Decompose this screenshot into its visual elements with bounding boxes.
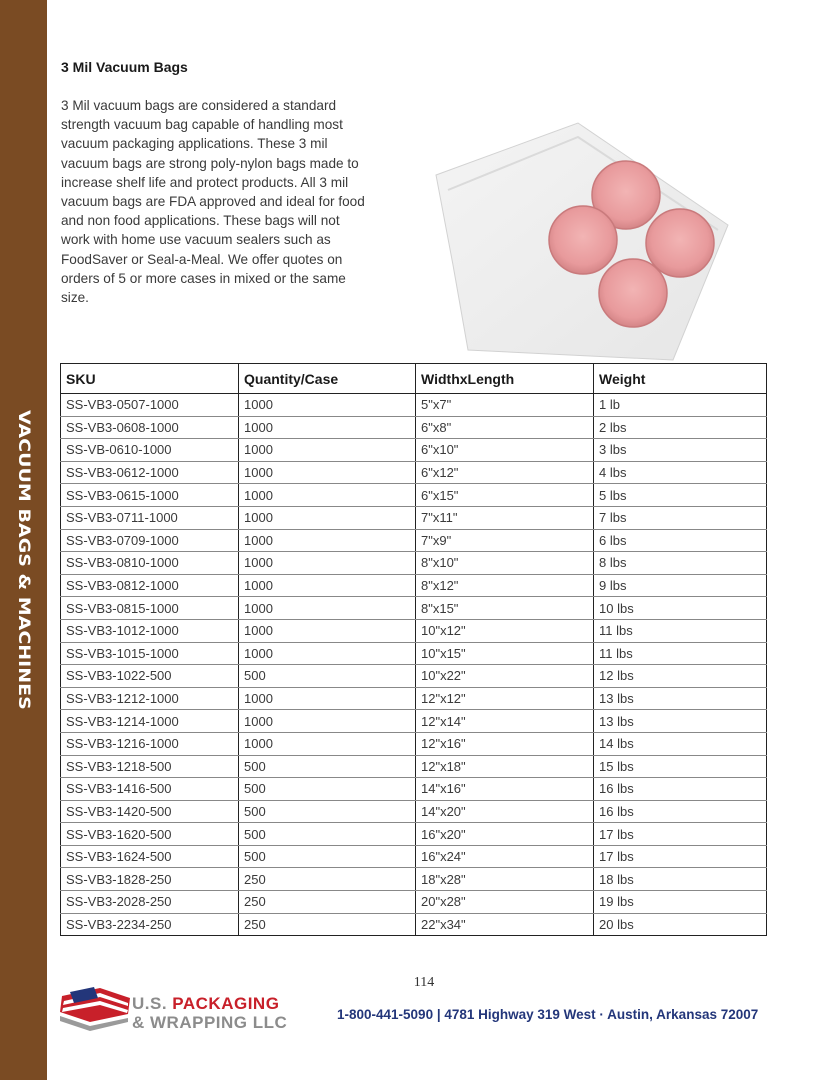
page-heading: 3 Mil Vacuum Bags (61, 59, 188, 75)
cell-size: 22"x34" (416, 913, 594, 936)
header-weight: Weight (594, 364, 767, 394)
cell-size: 7"x11" (416, 506, 594, 529)
cell-weight: 6 lbs (594, 529, 767, 552)
cell-quantity: 500 (239, 778, 416, 801)
cell-sku: SS-VB3-1416-500 (61, 778, 239, 801)
table-row (61, 461, 767, 484)
cell-quantity: 1000 (239, 687, 416, 710)
cell-quantity: 1000 (239, 439, 416, 462)
cell-quantity: 1000 (239, 529, 416, 552)
side-bar (0, 0, 47, 1080)
cell-sku: SS-VB3-0612-1000 (61, 461, 239, 484)
cell-size: 12"x14" (416, 710, 594, 733)
page-number: 114 (413, 975, 435, 990)
bag-spec-table (60, 363, 767, 936)
table-row (61, 506, 767, 529)
cell-sku: SS-VB-0610-1000 (61, 439, 239, 462)
cell-weight: 1 lb (594, 394, 767, 417)
cell-sku: SS-VB3-0711-1000 (61, 506, 239, 529)
cell-quantity: 1000 (239, 619, 416, 642)
cell-size: 6"x12" (416, 461, 594, 484)
cell-sku: SS-VB3-2028-250 (61, 891, 239, 914)
cell-size: 10"x12" (416, 619, 594, 642)
cell-quantity: 1000 (239, 506, 416, 529)
cell-size: 18"x28" (416, 868, 594, 891)
cell-quantity: 1000 (239, 597, 416, 620)
cell-quantity: 1000 (239, 574, 416, 597)
table-row (61, 755, 767, 778)
cell-weight: 15 lbs (594, 755, 767, 778)
cell-weight: 3 lbs (594, 439, 767, 462)
header-size: WidthxLength (416, 364, 594, 394)
cell-size: 8"x12" (416, 574, 594, 597)
cell-quantity: 1000 (239, 732, 416, 755)
table-row (61, 687, 767, 710)
cell-size: 14"x16" (416, 778, 594, 801)
table-header-row (61, 364, 767, 394)
cell-sku: SS-VB3-1216-1000 (61, 732, 239, 755)
product-photo (428, 115, 748, 365)
cell-sku: SS-VB3-1420-500 (61, 800, 239, 823)
cell-size: 10"x15" (416, 642, 594, 665)
table-row (61, 597, 767, 620)
cell-size: 6"x15" (416, 484, 594, 507)
table-row (61, 823, 767, 846)
cell-sku: SS-VB3-1015-1000 (61, 642, 239, 665)
cell-quantity: 500 (239, 665, 416, 688)
table-row (61, 552, 767, 575)
table-row (61, 619, 767, 642)
cell-sku: SS-VB3-1012-1000 (61, 619, 239, 642)
table-row (61, 529, 767, 552)
table-row (61, 732, 767, 755)
cell-sku: SS-VB3-0812-1000 (61, 574, 239, 597)
cell-size: 16"x20" (416, 823, 594, 846)
cell-size: 12"x12" (416, 687, 594, 710)
cell-size: 16"x24" (416, 845, 594, 868)
cell-quantity: 250 (239, 868, 416, 891)
cell-weight: 9 lbs (594, 574, 767, 597)
cell-weight: 18 lbs (594, 868, 767, 891)
cell-size: 8"x15" (416, 597, 594, 620)
cell-sku: SS-VB3-0615-1000 (61, 484, 239, 507)
cell-weight: 17 lbs (594, 845, 767, 868)
cell-quantity: 1000 (239, 552, 416, 575)
section-side-label: VACUUM BAGS & MACHINES (14, 410, 34, 710)
cell-sku: SS-VB3-0507-1000 (61, 394, 239, 417)
cell-sku: SS-VB3-1620-500 (61, 823, 239, 846)
cell-weight: 2 lbs (594, 416, 767, 439)
header-quantity: Quantity/Case (239, 364, 416, 394)
cell-weight: 19 lbs (594, 891, 767, 914)
cell-size: 14"x20" (416, 800, 594, 823)
cell-quantity: 500 (239, 800, 416, 823)
table-row (61, 484, 767, 507)
cell-quantity: 1000 (239, 484, 416, 507)
table-row (61, 868, 767, 891)
flag-icon (60, 987, 130, 1031)
logo-text-line2: & WRAPPING LLC (132, 1013, 288, 1032)
cell-weight: 8 lbs (594, 552, 767, 575)
cell-sku: SS-VB3-1828-250 (61, 868, 239, 891)
cell-sku: SS-VB3-1022-500 (61, 665, 239, 688)
cell-weight: 13 lbs (594, 687, 767, 710)
cell-weight: 13 lbs (594, 710, 767, 733)
cell-size: 6"x10" (416, 439, 594, 462)
cell-quantity: 500 (239, 823, 416, 846)
cell-size: 6"x8" (416, 416, 594, 439)
cell-size: 12"x18" (416, 755, 594, 778)
cell-size: 10"x22" (416, 665, 594, 688)
cell-weight: 16 lbs (594, 800, 767, 823)
table-row (61, 778, 767, 801)
cell-sku: SS-VB3-2234-250 (61, 913, 239, 936)
table-row (61, 642, 767, 665)
cell-weight: 11 lbs (594, 619, 767, 642)
cell-size: 7"x9" (416, 529, 594, 552)
cell-size: 5"x7" (416, 394, 594, 417)
cell-quantity: 1000 (239, 642, 416, 665)
table-body (61, 394, 767, 936)
table-row (61, 845, 767, 868)
cell-size: 12"x16" (416, 732, 594, 755)
cell-sku: SS-VB3-0608-1000 (61, 416, 239, 439)
header-sku: SKU (61, 364, 239, 394)
table-row (61, 439, 767, 462)
table-row (61, 800, 767, 823)
cell-weight: 7 lbs (594, 506, 767, 529)
table-row (61, 416, 767, 439)
table-row (61, 913, 767, 936)
cell-quantity: 250 (239, 891, 416, 914)
cell-quantity: 500 (239, 845, 416, 868)
cell-sku: SS-VB3-1212-1000 (61, 687, 239, 710)
cell-weight: 20 lbs (594, 913, 767, 936)
contact-footer: 1-800-441-5090 | 4781 Highway 319 West · Austin, Arkansas 72007 (337, 1007, 759, 1022)
cell-sku: SS-VB3-0815-1000 (61, 597, 239, 620)
cell-sku: SS-VB3-1218-500 (61, 755, 239, 778)
cell-quantity: 1000 (239, 710, 416, 733)
cell-weight: 4 lbs (594, 461, 767, 484)
cell-sku: SS-VB3-1624-500 (61, 845, 239, 868)
cell-sku: SS-VB3-1214-1000 (61, 710, 239, 733)
cell-quantity: 1000 (239, 416, 416, 439)
cell-weight: 12 lbs (594, 665, 767, 688)
cell-weight: 14 lbs (594, 732, 767, 755)
cell-weight: 11 lbs (594, 642, 767, 665)
table-row (61, 891, 767, 914)
table-row (61, 710, 767, 733)
cell-weight: 10 lbs (594, 597, 767, 620)
table-row (61, 574, 767, 597)
table-row (61, 665, 767, 688)
cell-quantity: 250 (239, 913, 416, 936)
intro-paragraph: 3 Mil vacuum bags are considered a standard strength vacuum bag capable of handling most vacuum packaging applications. These 3 mil vacuum bags are strong poly-nylon bags made to increase shelf life and protect products. All 3 mil vacuum bags are FDA approved and ideal for food and non food applications. These bags will not work with home use vacuum sealers such as FoodSaver or Seal-a-Meal. We offer quotes on orders of 5 or more cases in mixed or the same size. (61, 98, 365, 306)
cell-quantity: 500 (239, 755, 416, 778)
table-row (61, 394, 767, 417)
cell-quantity: 1000 (239, 394, 416, 417)
cell-quantity: 1000 (239, 461, 416, 484)
cell-size: 20"x28" (416, 891, 594, 914)
cell-size: 8"x10" (416, 552, 594, 575)
cell-weight: 17 lbs (594, 823, 767, 846)
logo-text-line1: U.S. PACKAGING (132, 994, 280, 1013)
cell-weight: 5 lbs (594, 484, 767, 507)
cell-weight: 16 lbs (594, 778, 767, 801)
cell-sku: SS-VB3-0709-1000 (61, 529, 239, 552)
cell-sku: SS-VB3-0810-1000 (61, 552, 239, 575)
